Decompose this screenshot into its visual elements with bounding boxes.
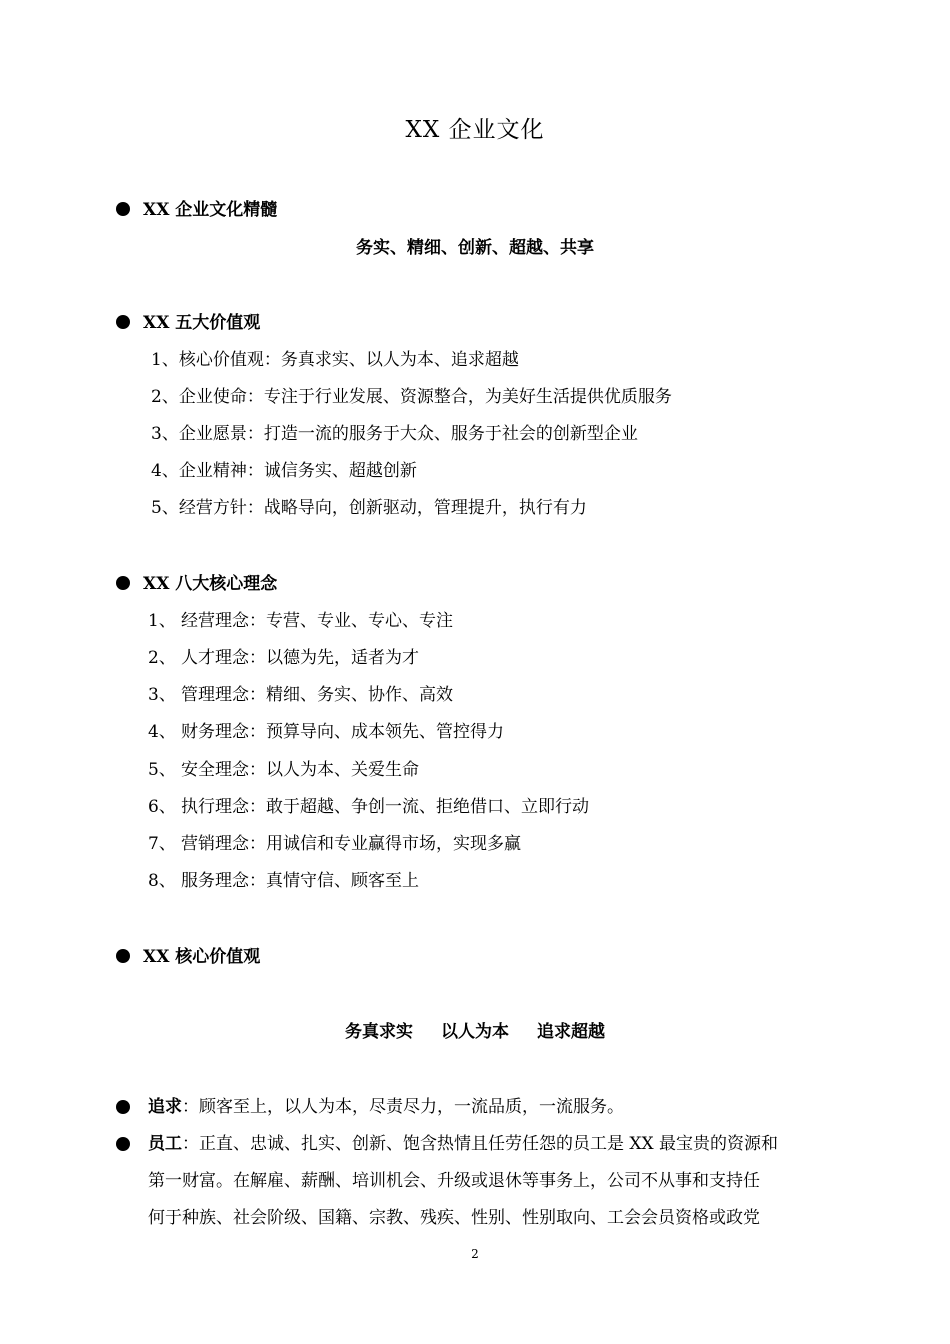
employees-line-3: 何于种族、社会阶级、国籍、宗教、残疾、性别、性别取向、工会会员资格或政党 (148, 1208, 760, 1228)
bullet-icon (116, 315, 130, 329)
item-text: 经营理念：专营、专业、专心、专注 (181, 611, 453, 631)
section-essence-title: XX 企业文化精髓 (143, 200, 278, 220)
item-text: 核心价值观：务真求实、以人为本、追求超越 (178, 350, 519, 370)
pursuit-line (148, 1094, 624, 1120)
item-text: 执行理念：敢于超越、争创一流、拒绝借口、立即行动 (181, 797, 589, 817)
concept-item-1 (148, 608, 453, 634)
item-number: 5、 (151, 498, 179, 518)
section-core-values-title: XX 核心价值观 (143, 947, 261, 967)
item-number: 7、 (148, 834, 176, 854)
slogan-item: 以人为本 (441, 1022, 509, 1042)
section-core-values-heading (116, 944, 260, 970)
section-eight-concepts-heading (116, 571, 277, 597)
page-number: 2 (471, 1247, 479, 1261)
item-text: 管理理念：精细、务实、协作、高效 (181, 685, 453, 705)
concept-item-7 (148, 831, 521, 857)
pursuit-label: 追求 (148, 1097, 182, 1117)
item-number: 5、 (148, 760, 176, 780)
employees-line-2: 第一财富。在解雇、薪酬、培训机会、升级或退休等事务上，公司不从事和支持任 (148, 1171, 760, 1191)
concept-item-5 (148, 757, 419, 783)
employees-text-1: ：正直、忠诚、扎实、创新、饱含热情且任劳任怨的员工是 XX 最宝贵的资源和 (182, 1134, 779, 1154)
page-title: XX 企业文化 (405, 117, 545, 143)
five-values-item-1 (151, 347, 519, 373)
section-five-values-title: XX 五大价值观 (143, 313, 261, 333)
pursuit-text: ：顾客至上，以人为本，尽责尽力，一流品质，一流服务。 (182, 1097, 624, 1117)
item-number: 8、 (148, 871, 176, 891)
bullet-icon (116, 202, 130, 216)
item-number: 6、 (148, 797, 176, 817)
section-five-values-heading (116, 310, 260, 336)
item-number: 1、 (148, 611, 176, 631)
item-text: 服务理念：真情守信、顾客至上 (181, 871, 419, 891)
concept-item-6 (148, 794, 589, 820)
item-number: 3、 (151, 424, 179, 444)
concept-item-2 (148, 645, 419, 671)
five-values-item-3 (151, 421, 638, 447)
concept-item-4 (148, 719, 504, 745)
concept-item-3 (148, 682, 453, 708)
core-values-slogan (0, 1019, 950, 1045)
five-values-item-4 (151, 458, 417, 484)
item-text: 企业使命：专注于行业发展、资源整合，为美好生活提供优质服务 (178, 387, 672, 407)
item-text: 安全理念：以人为本、关爱生命 (181, 760, 419, 780)
bullet-icon (116, 1137, 130, 1151)
essence-content: 务实、精细、创新、超越、共享 (356, 238, 594, 258)
bullet-icon (116, 576, 130, 590)
slogan-item: 务真求实 (345, 1022, 413, 1042)
item-text: 企业愿景：打造一流的服务于大众、服务于社会的创新型企业 (178, 424, 638, 444)
employees-line-1 (148, 1131, 778, 1157)
five-values-item-2 (151, 384, 672, 410)
item-number: 2、 (148, 648, 176, 668)
item-text: 人才理念：以德为先，适者为才 (181, 648, 419, 668)
item-text: 企业精神：诚信务实、超越创新 (178, 461, 417, 481)
concept-item-8 (148, 868, 419, 894)
section-essence-heading (116, 197, 277, 223)
bullet-icon (116, 949, 130, 963)
employees-label: 员工 (148, 1134, 182, 1154)
slogan-item: 追求超越 (537, 1022, 605, 1042)
item-text: 经营方针：战略导向，创新驱动，管理提升，执行有力 (178, 498, 587, 518)
item-number: 1、 (151, 350, 179, 370)
item-number: 2、 (151, 387, 179, 407)
five-values-item-5 (151, 495, 587, 521)
item-text: 财务理念：预算导向、成本领先、管控得力 (181, 722, 504, 742)
item-text: 营销理念：用诚信和专业赢得市场，实现多赢 (181, 834, 521, 854)
section-eight-concepts-title: XX 八大核心理念 (143, 574, 278, 594)
item-number: 3、 (148, 685, 176, 705)
item-number: 4、 (151, 461, 179, 481)
bullet-icon (116, 1100, 130, 1114)
item-number: 4、 (148, 722, 176, 742)
